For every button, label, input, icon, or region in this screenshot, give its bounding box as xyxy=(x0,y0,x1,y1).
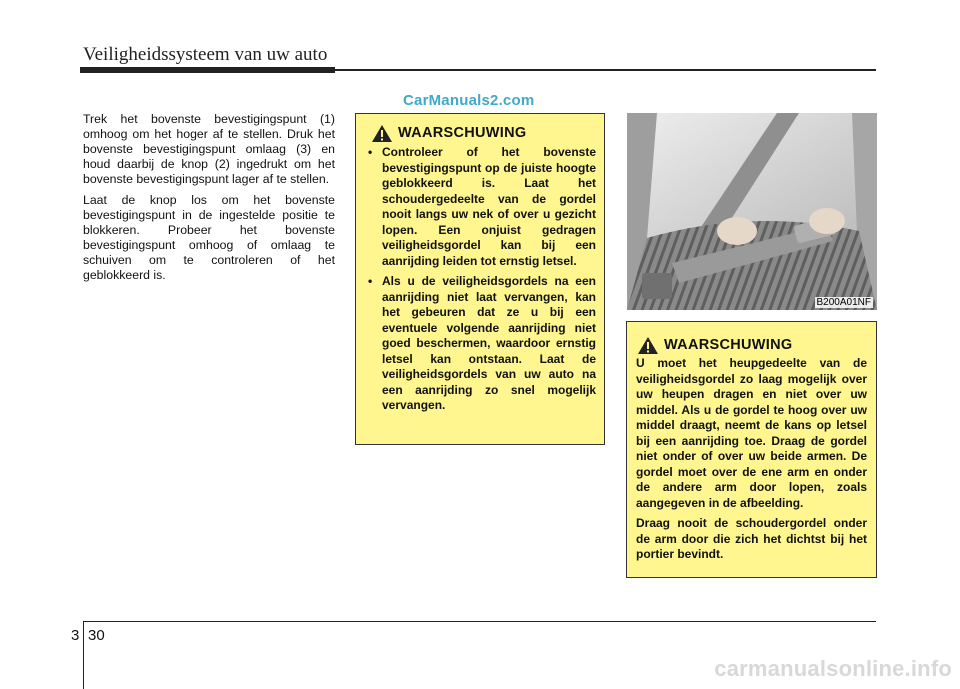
warning-title: WAARSCHUWING xyxy=(664,336,793,353)
watermark-top: CarManuals2.com xyxy=(403,92,535,109)
warning-paragraph-2: Draag nooit de schoudergordel onder de arm door die zich het dichtst bij het portier bevindt. xyxy=(636,516,867,561)
chapter-number: 3 xyxy=(71,627,80,644)
warning-paragraph-1: U moet het heupgedeelte van de veiligheidsgordel zo laag mogelijk over uw heupen dragen en niet over uw middel. Als u de gordel te hoog over uw middel draagt, neemt de kans op letsel bij een aanrijding toe. Draag de gordel niet onder of over uw beide armen. De gordel moet over de ene arm en onder de andere arm door lopen, zoals aangegeven in de afbeelding. xyxy=(636,356,867,510)
body-paragraph-2: Laat de knop los om het bovenste bevestigingspunt in de ingestelde positie te blokkeren. Probeer het bovenste bevestigingspunt omhoog of omlaag te schuiven om te controleren of het geblokkeerd is. xyxy=(83,193,335,282)
warning-item-1: • Controleer of het bovenste bevestigingspunt op de juiste hoogte geblokkeerd is. Laat het schoudergedeelte van de gordel nooit langs uw nek of over u gezicht lopen. Een onjuist gedragen veiligheidsgordel kan bij een aanrijding leiden tot ernstig letsel. xyxy=(366,145,596,269)
warning-title: WAARSCHUWING xyxy=(398,124,527,141)
warning-triangle-icon xyxy=(637,336,659,355)
figure-code: B200A01NF xyxy=(816,297,871,308)
footer-divider xyxy=(83,621,84,689)
warning-header xyxy=(637,336,867,355)
warning-header xyxy=(371,124,596,143)
body-text-column xyxy=(83,112,335,289)
warning-triangle-icon xyxy=(371,124,393,143)
footer-rule xyxy=(83,621,876,622)
warning-box-1 xyxy=(355,113,605,445)
header-rule xyxy=(80,68,876,72)
body-paragraph-1: Trek het bovenste bevestigingspunt (1) omhoog om het hoger af te stellen. Druk het bovenste bevestigingspunt omlaag (3) en houd daarbij de knop (2) ingedrukt om het bovenste bevestigingspunt lager af te stellen. xyxy=(83,112,335,186)
warning-item-2: • Als u de veiligheidsgordels na een aanrijding niet laat vervangen, kan het gebeuren dat ze u bij een eventuele volgende aanrijding niet goed beschermen, waardoor ernstig letsel kan ontstaan. Laat de veiligheidsgordels van uw auto na een aanrijding zo snel mogelijk vervangen. xyxy=(366,274,596,414)
seatbelt-drawing xyxy=(627,113,877,310)
page-number: 30 xyxy=(88,627,105,644)
seatbelt-illustration xyxy=(627,113,877,310)
page-header-title: Veiligheidssysteem van uw auto xyxy=(83,44,328,65)
header-rule-thick xyxy=(80,67,335,73)
warning-box-2 xyxy=(626,321,877,578)
watermark-bottom: carmanualsonline.info xyxy=(714,656,952,681)
warning-list xyxy=(366,145,596,414)
